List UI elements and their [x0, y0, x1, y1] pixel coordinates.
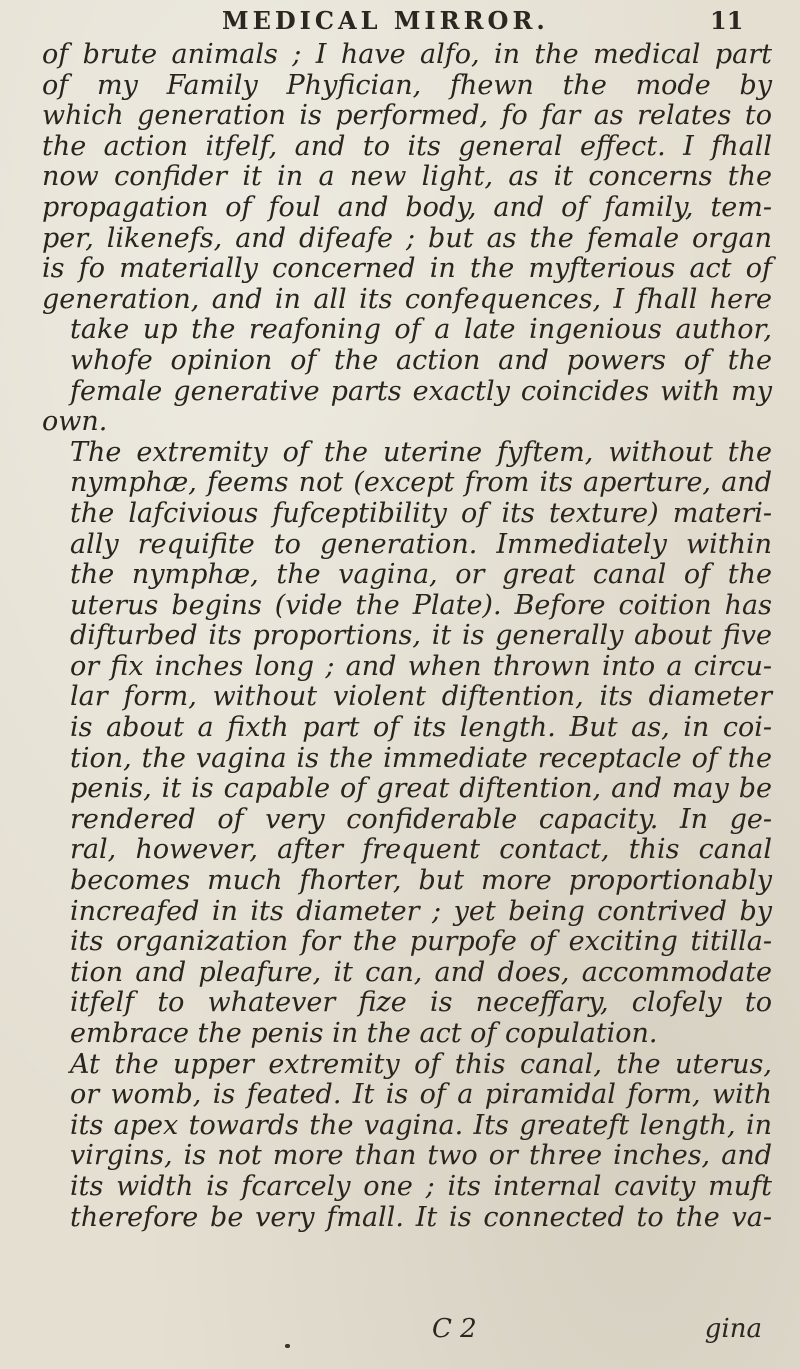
- catchword: gina: [704, 1314, 762, 1344]
- text-line: generation, and in all its confequences, I fhall here: [42, 283, 772, 315]
- text-line: tion and pleafure, it can, and does, accommodate: [70, 956, 772, 988]
- page-number: 11: [710, 6, 744, 35]
- text-line: difturbed its proportions, it is generally about five: [70, 620, 772, 652]
- text-line: its width is fcarcely one ; its internal cavity muft: [70, 1170, 772, 1202]
- text-line: per, likenefs, and difeafe ; but as the female organ: [42, 222, 772, 254]
- text-line: itfelf to whatever fize is neceffary, clofely to: [70, 987, 772, 1019]
- paragraph-start-line: The extremity of the uterine fyftem, without the: [70, 436, 772, 468]
- text-line: of my Family Phyfician, fhewn the mode by: [42, 69, 772, 101]
- text-line: which generation is performed, fo far as relates to: [42, 100, 772, 132]
- text-line: or fix inches long ; and when thrown into a circu-: [70, 650, 772, 682]
- ink-speck: [285, 1344, 290, 1348]
- text-line: lar form, without violent diftention, its diameter: [70, 681, 772, 713]
- page-header: [0, 2, 800, 42]
- text-line: nymphæ, feems not (except from its aperture, and: [70, 467, 772, 499]
- text-line: the action itfelf, and to its general effect. I fhall: [42, 130, 772, 162]
- text-line: now confider it in a new light, as it concerns the: [42, 161, 772, 193]
- running-head: MEDICAL MIRROR.: [222, 6, 549, 35]
- paragraph-start-line: At the upper extremity of this canal, the uterus,: [70, 1048, 772, 1080]
- text-line: the lafcivious fufceptibility of its texture) materi-: [70, 497, 772, 529]
- text-line: virgins, is not more than two or three inches, and: [70, 1140, 772, 1172]
- text-line: or womb, is feated. It is of a piramidal form, with: [70, 1079, 772, 1111]
- text-line: female generative parts exactly coincides with my: [70, 375, 772, 407]
- text-line: therefore be very fmall. It is connected to the va-: [70, 1201, 772, 1233]
- text-line: of brute animals ; I have alfo, in the medical part: [42, 39, 772, 70]
- text-line: embrace the penis in the act of copulation.: [70, 1018, 658, 1049]
- text-line: is about a fixth part of its length. But as, in coi-: [70, 712, 772, 744]
- text-line: increafed in its diameter ; yet being contrived by: [70, 895, 772, 927]
- text-line: take up the reafoning of a late ingenious author,: [70, 314, 772, 346]
- signature-mark: C 2: [432, 1314, 477, 1344]
- text-line: the nymphæ, the vagina, or great canal of the: [70, 559, 772, 591]
- page-footer: [42, 1314, 772, 1346]
- body-text: [42, 40, 772, 1233]
- text-line: ally requifite to generation. Immediately within: [70, 528, 772, 560]
- text-line: becomes much fhorter, but more proportionably: [70, 865, 772, 897]
- text-line: its organization for the purpofe of exciting titilla-: [70, 926, 772, 958]
- text-line: ral, however, after frequent contact, this canal: [70, 834, 772, 866]
- text-line: uterus begins (vide the Plate). Before coition has: [70, 589, 772, 621]
- text-line: tion, the vagina is the immediate receptacle of the: [70, 742, 772, 774]
- text-line: penis, it is capable of great diftention, and may be: [70, 773, 772, 805]
- text-line: rendered of very confiderable capacity. In ge-: [70, 803, 772, 835]
- text-line: propagation of foul and body, and of family, tem-: [42, 191, 772, 223]
- text-line: is fo materially concerned in the myfterious act of: [42, 253, 772, 285]
- text-line: whofe opinion of the action and powers of the: [70, 344, 772, 376]
- text-line: own.: [42, 406, 108, 438]
- text-line: its apex towards the vagina. Its greateft length, in: [70, 1109, 772, 1141]
